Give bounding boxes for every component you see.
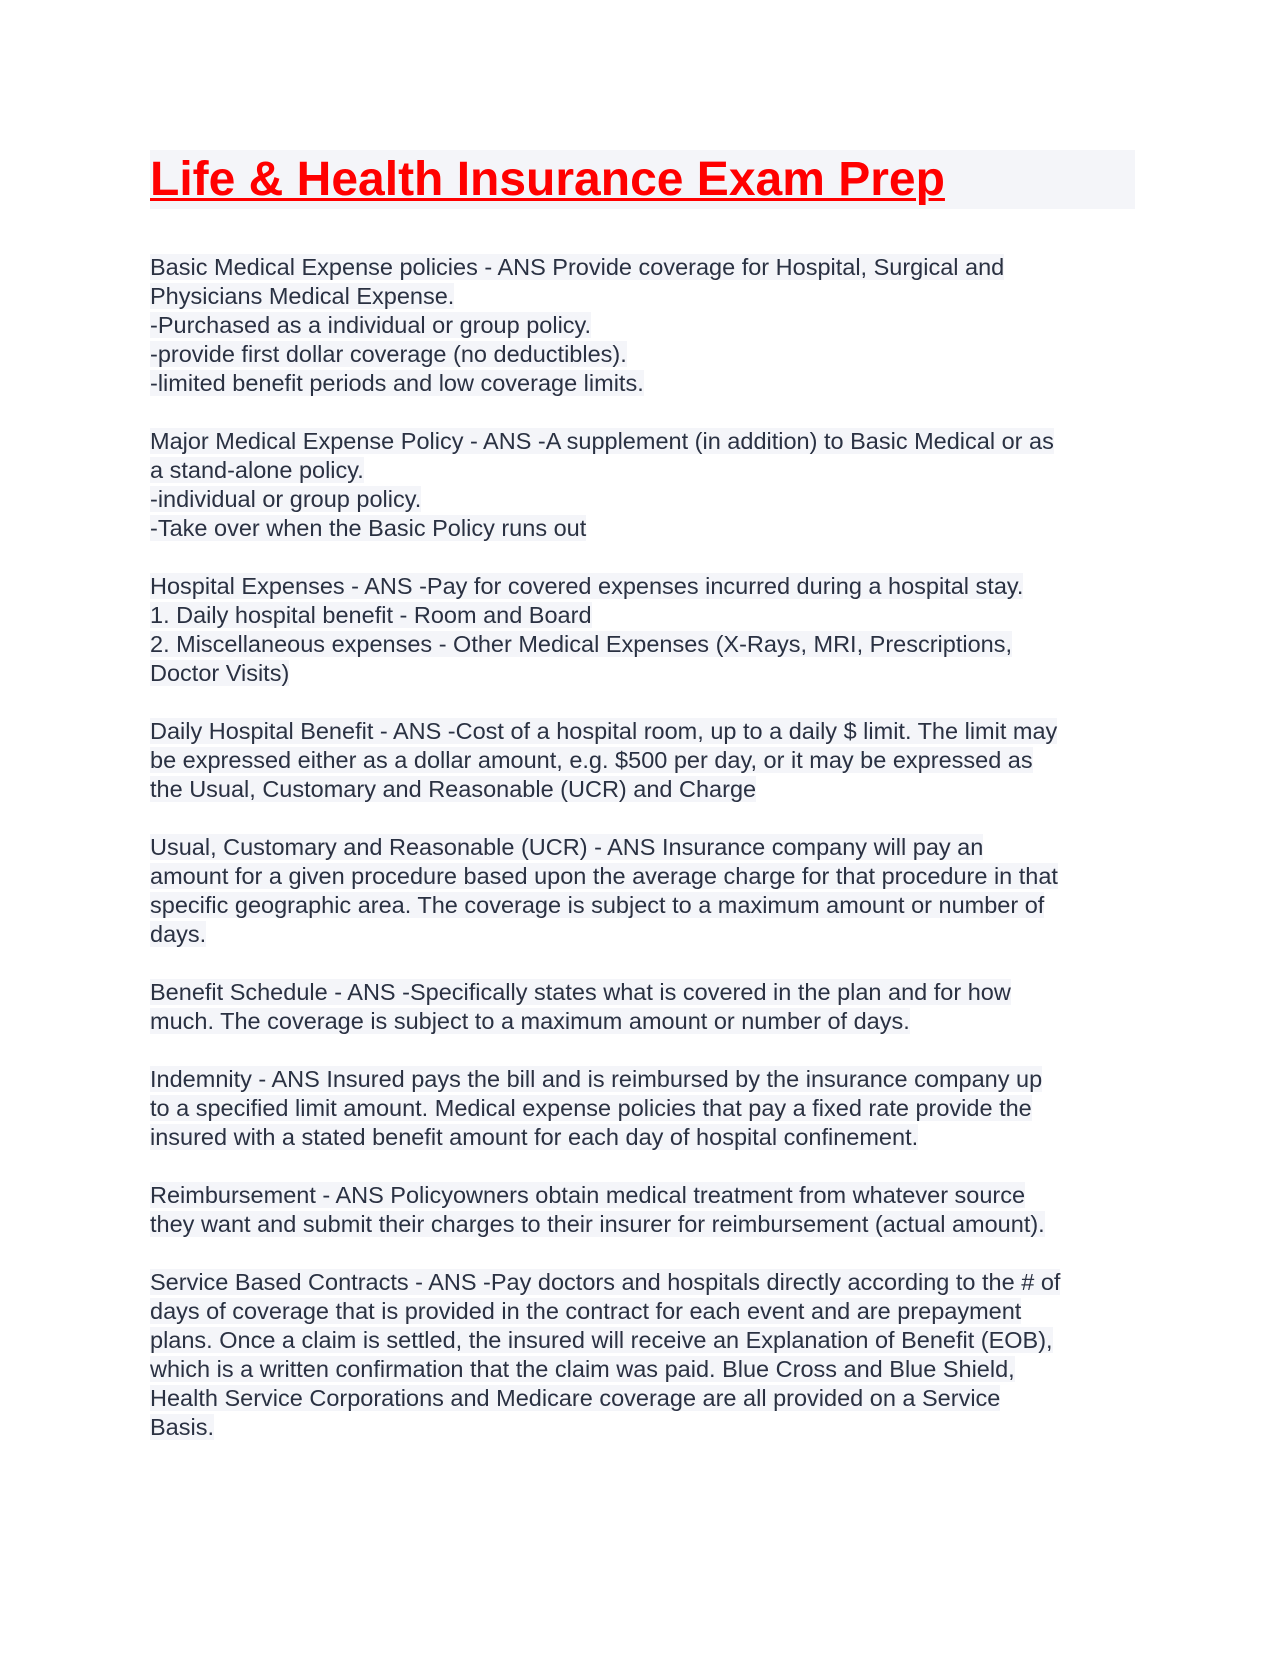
document-body xyxy=(150,253,1135,1442)
title-band xyxy=(150,150,1135,209)
entry-line: specific geographic area. The coverage is subject to a maximum amount or number of xyxy=(150,892,1045,918)
entry-line: amount for a given procedure based upon the average charge for that procedure in that xyxy=(150,863,1058,889)
entry-line: plans. Once a claim is settled, the insured will receive an Explanation of Benefit (EOB), xyxy=(150,1327,1053,1353)
entry-line: be expressed either as a dollar amount, e.g. $500 per day, or it may be expressed as xyxy=(150,747,1033,773)
entry-line: Reimbursement - ANS Policyowners obtain medical treatment from whatever source xyxy=(150,1182,1026,1208)
entry-line: days of coverage that is provided in the contract for each event and are prepayment xyxy=(150,1298,1022,1324)
entry-line: 2. Miscellaneous expenses - Other Medical Expenses (X-Rays, MRI, Prescriptions, xyxy=(150,631,1012,657)
entry-ucr xyxy=(150,833,1135,949)
entry-line: Doctor Visits) xyxy=(150,660,290,686)
entry-line: which is a written confirmation that the claim was paid. Blue Cross and Blue Shield, xyxy=(150,1356,1015,1382)
document-page xyxy=(150,150,1135,1471)
entry-reimbursement xyxy=(150,1181,1135,1239)
entry-line: 1. Daily hospital benefit - Room and Board xyxy=(150,602,592,628)
document-title: Life & Health Insurance Exam Prep xyxy=(150,153,945,206)
entry-benefit-schedule xyxy=(150,978,1135,1036)
entry-line: Indemnity - ANS Insured pays the bill and is reimbursed by the insurance company up xyxy=(150,1066,1043,1092)
entry-line: -provide first dollar coverage (no deductibles). xyxy=(150,341,627,367)
entry-line: to a specified limit amount. Medical expense policies that pay a fixed rate provide the xyxy=(150,1095,1032,1121)
entry-basic-medical-expense xyxy=(150,253,1135,398)
entry-line: Hospital Expenses - ANS -Pay for covered expenses incurred during a hospital stay. xyxy=(150,573,1024,599)
entry-line: the Usual, Customary and Reasonable (UCR) and Charge xyxy=(150,776,757,802)
entry-line: -limited benefit periods and low coverage limits. xyxy=(150,370,644,396)
entry-line: Basic Medical Expense policies - ANS Provide coverage for Hospital, Surgical and xyxy=(150,254,1005,280)
entry-line: Major Medical Expense Policy - ANS -A supplement (in addition) to Basic Medical or as xyxy=(150,428,1054,454)
entry-line: a stand-alone policy. xyxy=(150,457,364,483)
entry-major-medical-expense xyxy=(150,427,1135,543)
entry-line: they want and submit their charges to their insurer for reimbursement (actual amount). xyxy=(150,1211,1045,1237)
entry-line: insured with a stated benefit amount for each day of hospital confinement. xyxy=(150,1124,919,1150)
entry-line: days. xyxy=(150,921,207,947)
entry-line: Health Service Corporations and Medicare coverage are all provided on a Service xyxy=(150,1385,1001,1411)
entry-line: Daily Hospital Benefit - ANS -Cost of a hospital room, up to a daily $ limit. The limit may xyxy=(150,718,1058,744)
entry-service-based-contracts xyxy=(150,1268,1135,1442)
entry-line: -Take over when the Basic Policy runs out xyxy=(150,515,587,541)
entry-line: -individual or group policy. xyxy=(150,486,422,512)
entry-indemnity xyxy=(150,1065,1135,1152)
entry-daily-hospital-benefit xyxy=(150,717,1135,804)
entry-line: Service Based Contracts - ANS -Pay doctors and hospitals directly according to the # of xyxy=(150,1269,1061,1295)
entry-hospital-expenses xyxy=(150,572,1135,688)
entry-line: Usual, Customary and Reasonable (UCR) - ANS Insurance company will pay an xyxy=(150,834,984,860)
entry-line: -Purchased as a individual or group policy. xyxy=(150,312,592,338)
entry-line: Physicians Medical Expense. xyxy=(150,283,455,309)
entry-line: much. The coverage is subject to a maximum amount or number of days. xyxy=(150,1008,910,1034)
entry-line: Basis. xyxy=(150,1414,214,1440)
entry-line: Benefit Schedule - ANS -Specifically states what is covered in the plan and for how xyxy=(150,979,1011,1005)
